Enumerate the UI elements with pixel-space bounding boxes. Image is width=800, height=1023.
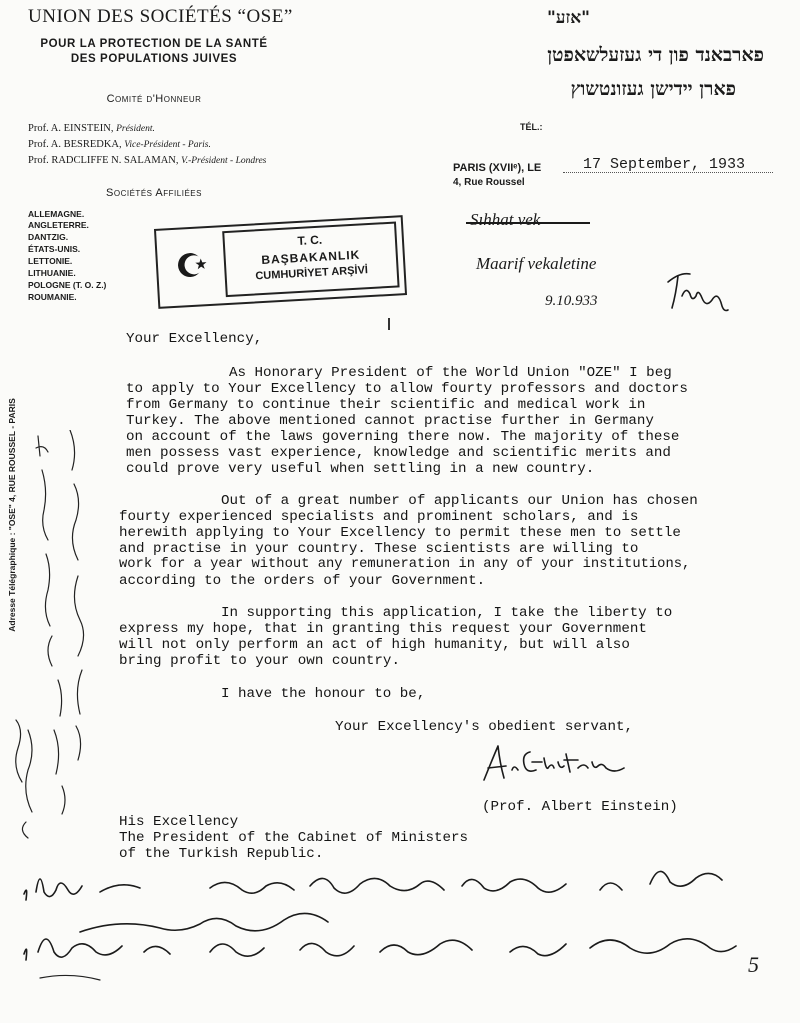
paragraph-1-line: to apply to Your Excellency to allow fourty professors and doctors <box>126 381 688 397</box>
organization-subtitle-2: DES POPULATIONS JUIVES <box>70 53 238 65</box>
paragraph-2-line: and practise in your country. These scientists are willing to <box>119 541 639 557</box>
crescent-star-icon <box>171 244 213 286</box>
paragraph-3-line: express my hope, that in granting this request your Government <box>119 621 647 637</box>
recipient-line: His Excellency <box>119 814 239 830</box>
paragraph-1-line: from Germany to continue their scientific and medical work in <box>126 397 646 413</box>
affiliate-country: ÉTATS-UNIS. <box>28 244 81 254</box>
closing-line-1: I have the honour to be, <box>221 686 426 702</box>
letter-date: 17 September, 1933 <box>583 156 746 173</box>
paragraph-2-line: according to the orders of your Government. <box>119 573 486 589</box>
recipient-line: of the Turkish Republic. <box>119 846 324 862</box>
officer-line: Prof. RADCLIFFE N. SALAMAN, V.-Président - Londres <box>28 155 267 166</box>
stamp-line-1: T. C. <box>297 232 323 249</box>
telegraphic-address: Adresse Télégraphique : "OSE" 4, RUE ROUSSEL - PARIS <box>7 398 17 632</box>
affiliate-country: POLOGNE (T. O. Z.) <box>28 280 107 290</box>
recipient-line: The President of the Cabinet of Ministers <box>119 830 469 846</box>
bottom-handwritten-notes <box>10 856 780 991</box>
paragraph-2-line: fourty experienced specialists and prominent scholars, and is <box>119 509 639 525</box>
paragraph-1-line: Turkey. The above mentioned cannot practise further in Germany <box>126 413 654 429</box>
organization-subtitle-1: POUR LA PROTECTION DE LA SANTÉ <box>40 38 268 50</box>
affiliate-country: LITHUANIE. <box>28 268 76 278</box>
margin-handwriting <box>8 430 100 840</box>
annotation-date: 9.10.933 <box>545 293 598 309</box>
paragraph-3-line: will not only perform an act of high humanity, but will also <box>119 637 630 653</box>
closing-line-2: Your Excellency's obedient servant, <box>335 719 633 735</box>
page-number: 5 <box>748 952 759 977</box>
initials-signature <box>662 268 732 318</box>
place-label: PARIS (XVIIᵉ), LE <box>453 162 542 174</box>
stamp-line-2: BAŞBAKANLIK <box>260 247 361 268</box>
affiliate-country: ANGLETERRE. <box>28 220 89 230</box>
signer-name: (Prof. Albert Einstein) <box>482 799 678 815</box>
ministry-annotation: Maarif vekaletine <box>476 254 597 273</box>
margin-mark <box>388 318 390 330</box>
affiliate-country: ROUMANIE. <box>28 292 77 302</box>
paragraph-3-line: bring profit to your own country. <box>119 653 400 669</box>
honor-committee-heading: Comité d'Honneur <box>106 93 202 105</box>
organization-name: UNION DES SOCIÉTÉS “OSE” <box>28 6 293 27</box>
letterhead-address: 4, Rue Roussel <box>453 177 525 188</box>
telephone-label: TÉL.: <box>520 122 543 132</box>
paragraph-2-line: work for a year without any remuneration in any of your institutions, <box>119 557 691 572</box>
paragraph-1-line: As Honorary President of the World Union "OZE" I beg <box>229 365 672 381</box>
paragraph-1-line: men possess vast experience, knowledge and scientific merits and <box>126 445 671 461</box>
affiliates-heading: Sociétés Affiliées <box>106 187 202 199</box>
struck-annotation: Sıhhat vek <box>470 210 541 229</box>
officer-line: Prof. A. BESREDKA, Vice-Président - Paris. <box>28 139 211 150</box>
paragraph-1-line: on account of the laws governing there now. The majority of these <box>126 429 680 445</box>
letter-salutation: Your Excellency, <box>126 331 263 347</box>
archive-stamp <box>154 215 407 309</box>
officer-line: Prof. A. EINSTEIN, Président. <box>28 123 155 134</box>
strikethrough-line <box>466 222 590 224</box>
yiddish-acronym: "אזע" <box>547 8 590 28</box>
paragraph-1-line: could prove very useful when settling in a new country. <box>126 461 595 477</box>
paragraph-2-line: Out of a great number of applicants our Union has chosen <box>221 493 698 509</box>
paragraph-3-line: In supporting this application, I take the liberty to <box>221 605 673 621</box>
affiliate-country: LETTONIE. <box>28 256 73 266</box>
affiliate-country: DANTZIG. <box>28 232 69 242</box>
einstein-signature <box>474 740 664 790</box>
stamp-line-3: CUMHURİYET ARŞİVİ <box>255 264 369 283</box>
paragraph-2-line: herewith applying to Your Excellency to permit these men to settle <box>119 525 681 541</box>
yiddish-name-line-1: פארבאנד פון די געזעלשאפטן <box>547 44 764 66</box>
yiddish-name-line-2: פארן יידישן געזונטשוץ <box>570 78 736 100</box>
affiliate-country: ALLEMAGNE. <box>28 209 85 219</box>
